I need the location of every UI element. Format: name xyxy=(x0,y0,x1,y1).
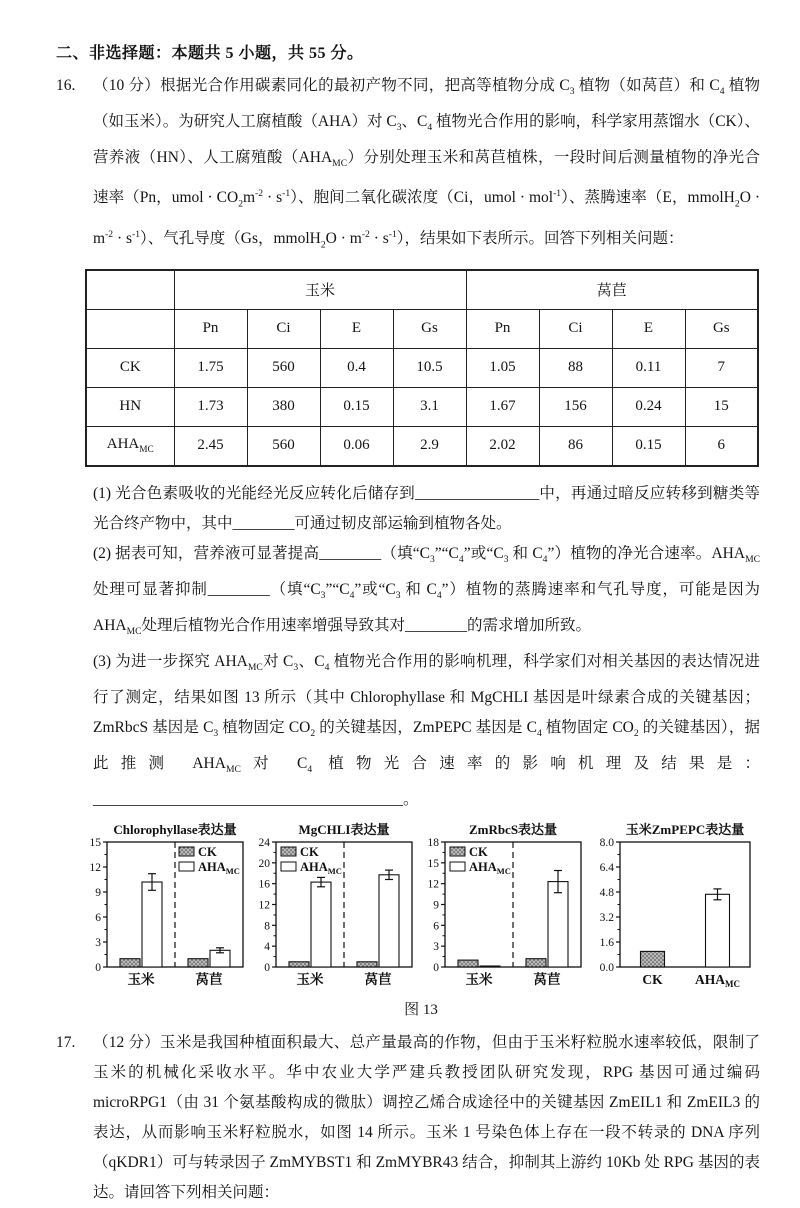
svg-text:3: 3 xyxy=(95,937,101,950)
table-cell: 560 xyxy=(247,348,320,387)
svg-text:0.0: 0.0 xyxy=(599,962,614,975)
section-header: 二、非选择题：本题共 5 小题，共 55 分。 xyxy=(56,45,364,62)
table-cell: 86 xyxy=(539,426,612,466)
table-cell: 7 xyxy=(685,348,758,387)
table-corner-cell xyxy=(86,309,174,348)
svg-text:24: 24 xyxy=(258,837,270,850)
table-row xyxy=(86,426,758,466)
table-cell: 15 xyxy=(685,387,758,426)
svg-text:3.2: 3.2 xyxy=(599,912,614,925)
svg-text:AHAMC: $AHA_{MC}$ xyxy=(198,860,240,877)
svg-text:6.4: 6.4 xyxy=(599,862,614,875)
table-col-header: E xyxy=(612,309,685,348)
table-cell: 2.9 xyxy=(393,426,466,466)
table-cell: 0.15 xyxy=(320,387,393,426)
svg-text:玉米: 玉米 xyxy=(296,972,324,988)
table-col-header: Pn xyxy=(174,309,247,348)
expression-chart-4 xyxy=(588,821,755,998)
svg-text:15: 15 xyxy=(427,858,439,871)
table-cell: 156 xyxy=(539,387,612,426)
table-col-header: E xyxy=(320,309,393,348)
table-cell: 2.02 xyxy=(466,426,539,466)
svg-text:18: 18 xyxy=(427,837,439,850)
table-cell: 0.06 xyxy=(320,426,393,466)
svg-text:莴苣: 莴苣 xyxy=(195,972,223,988)
table-cell: 2.45 xyxy=(174,426,247,466)
table-cell: 6 xyxy=(685,426,758,466)
expression-chart-2 xyxy=(250,821,417,998)
table-row-label: $AHA_{MC}$ xyxy=(86,426,174,466)
svg-text:8.0: 8.0 xyxy=(599,837,614,850)
question-16-number: 16. xyxy=(56,77,76,94)
svg-text:CK: CK xyxy=(300,845,319,860)
svg-text:MgCHLI表达量: MgCHLI表达量 xyxy=(298,822,390,838)
table-cell: 10.5 xyxy=(393,348,466,387)
table-row xyxy=(86,348,758,387)
table-row-label: HN xyxy=(86,387,174,426)
svg-text:Chlorophyllase表达量: Chlorophyllase表达量 xyxy=(113,822,237,838)
table-cell: 3.1 xyxy=(393,387,466,426)
svg-text:莴苣: 莴苣 xyxy=(364,972,392,988)
svg-text:12: 12 xyxy=(258,899,270,912)
table-row-label: CK xyxy=(86,348,174,387)
svg-text:9: 9 xyxy=(95,887,101,900)
svg-text:CK: CK xyxy=(642,972,663,988)
question-17-intro: （12 分）玉米是我国种植面积最大、总产量最高的作物，但由于玉米籽粒脱水速率较低，限制了玉米的机械化采收水平。华中农业大学严建兵教授团队研究发现，RPG 基因可通过编码 microRPG1（由 31 个氨基酸构成的微肽）调控乙烯合成途径中的关键基因 ZmEIL1 和 ZmEIL3 的表达，从而影响玉米籽粒脱水，如图 14 所示。玉米 1 号染色体上存在一段不转录的 DNA 序列（qKDR1）可与转录因子 ZmMYBST1 和 ZmMYBR43 结合，抑制其上游约 10Kb 处 RPG 基因的表达。请回答下列相关问题： xyxy=(93,1034,760,1202)
svg-text:玉米: 玉米 xyxy=(127,972,155,988)
svg-text:0: 0 xyxy=(433,962,439,975)
svg-text:16: 16 xyxy=(258,879,270,892)
svg-text:6: 6 xyxy=(433,920,439,933)
table-cell: 1.05 xyxy=(466,348,539,387)
svg-text:AHAMC: $AHA_{MC}$ xyxy=(300,860,342,877)
table-cell: 0.15 xyxy=(612,426,685,466)
bar-chart-svg xyxy=(588,821,755,993)
table-col-header: Gs xyxy=(685,309,758,348)
table-cell: 560 xyxy=(247,426,320,466)
sub-question-2: (2) 据表可知，营养液可显著提高________（填“$C_3”“C_4$”或“$C_3$ 和 $C_4$”）植物的净光合速率。$AHA_{MC}$处理可显著抑制________（填“$C_3”“C_4$”或“$C_3$ 和 $C_4$”）植物的蒸腾速率和气孔导度，可能是因为 $AHA_{MC}$处理后植物光合作用速率增强导致其对________的需求增加所致。 xyxy=(93,544,761,638)
bar-chart-svg xyxy=(250,821,417,993)
question-17-number: 17. xyxy=(56,1034,76,1052)
svg-text:莴苣: 莴苣 xyxy=(533,972,561,988)
table-cell: 1.73 xyxy=(174,387,247,426)
sub-question-1: (1) 光合色素吸收的光能经光反应转化后储存到________________中，再通过暗反应转移到糖类等光合终产物中，其中________可通过韧皮部运输到植物各处。 xyxy=(93,484,760,532)
svg-text:4: 4 xyxy=(264,941,270,954)
svg-text:9: 9 xyxy=(433,899,439,912)
table-cell: 0.4 xyxy=(320,348,393,387)
svg-text:CK: CK xyxy=(198,845,217,860)
svg-text:AHAMC: $AHA_{MC}$ xyxy=(469,860,511,877)
table-row xyxy=(86,387,758,426)
svg-text:0: 0 xyxy=(264,962,270,975)
table-cell: 380 xyxy=(247,387,320,426)
figure-13-charts xyxy=(81,821,760,998)
figure-13-caption: 图 13 xyxy=(404,1002,438,1019)
svg-text:12: 12 xyxy=(427,879,439,892)
svg-text:12: 12 xyxy=(89,862,101,875)
svg-text:ZmRbcS表达量: ZmRbcS表达量 xyxy=(468,822,558,838)
svg-text:6: 6 xyxy=(95,912,101,925)
table-cell: 88 xyxy=(539,348,612,387)
svg-text:玉米: 玉米 xyxy=(465,972,493,988)
svg-text:3: 3 xyxy=(433,941,439,954)
bar-chart-svg xyxy=(81,821,248,993)
table-col-header: Gs xyxy=(393,309,466,348)
svg-text:CK: CK xyxy=(469,845,488,860)
table-cell: 1.75 xyxy=(174,348,247,387)
bar-chart-svg xyxy=(419,821,586,993)
svg-text:AHAMC: $AHA_{MC}$ xyxy=(695,972,740,990)
table-cell: 0.24 xyxy=(612,387,685,426)
question-16-intro: （10 分）根据光合作用碳素同化的最初产物不同，把高等植物分成 $C_3$ 植物（如莴苣）和 $C_4$ 植物（如玉米）。为研究人工腐植酸（AHA）对 $C_3$、$C_4$ 植物光合作用的影响，科学家用蒸馏水（CK）、营养液（HN）、人工腐殖酸$(AHA_{MC})$分别处理玉米和莴苣植株，一段时间后测量植物的净光合速率（Pn，umol · $CO_2m^{-2} \cdot s^{-1}$）、胞间二氧化碳浓度（Ci，umol · mol$^{-1}$）、蒸腾速率（E，mmolH$_2$O · $m^{-2} \cdot s^{-1}$）、气孔导度（Gs，mmolH$_2$O · $m^{-2} \cdot s^{-1}$），结果如下表所示。回答下列相关问题： xyxy=(93,77,761,250)
sub-question-3: (3) 为进一步探究 $AHA_{MC}$对 $C_3$、$C_4$ 植物光合作用的影响机理，科学家们对相关基因的表达情况进行了测定，结果如图 13 所示（其中 Chlorophyllase 和 MgCHLI 基因是叶绿素合成的关键基因；ZmRbcS 基因是 $C_3$ 植物固定 $CO_2$ 的关键基因，ZmPEPC 基因是 $C_4$ 植物固定 $CO_2$ 的关键基因），据此推测 $AHA_{MC}$对 $C_4$ 植物光合速率的影响机理及结果是：________________________________________。 xyxy=(93,653,760,809)
question-17 xyxy=(56,1028,760,1208)
table-cell: 0.11 xyxy=(612,348,685,387)
svg-text:玉米ZmPEPC表达量: 玉米ZmPEPC表达量 xyxy=(625,822,745,838)
question-16 xyxy=(56,71,760,1022)
table-corner-cell xyxy=(86,270,174,310)
svg-text:15: 15 xyxy=(89,837,101,850)
table-group-header: 莴苣 xyxy=(466,270,758,310)
table-col-header: Ci xyxy=(539,309,612,348)
svg-text:4.8: 4.8 xyxy=(599,887,614,900)
expression-chart-1 xyxy=(81,821,248,998)
svg-text:8: 8 xyxy=(264,920,270,933)
svg-text:1.6: 1.6 xyxy=(599,937,614,950)
table-group-header: 玉米 xyxy=(174,270,466,310)
svg-text:20: 20 xyxy=(258,858,270,871)
table-col-header: Ci xyxy=(247,309,320,348)
expression-chart-3 xyxy=(419,821,586,998)
results-table xyxy=(85,269,759,467)
table-cell: 1.67 xyxy=(466,387,539,426)
table-col-header: Pn xyxy=(466,309,539,348)
svg-text:0: 0 xyxy=(95,962,101,975)
